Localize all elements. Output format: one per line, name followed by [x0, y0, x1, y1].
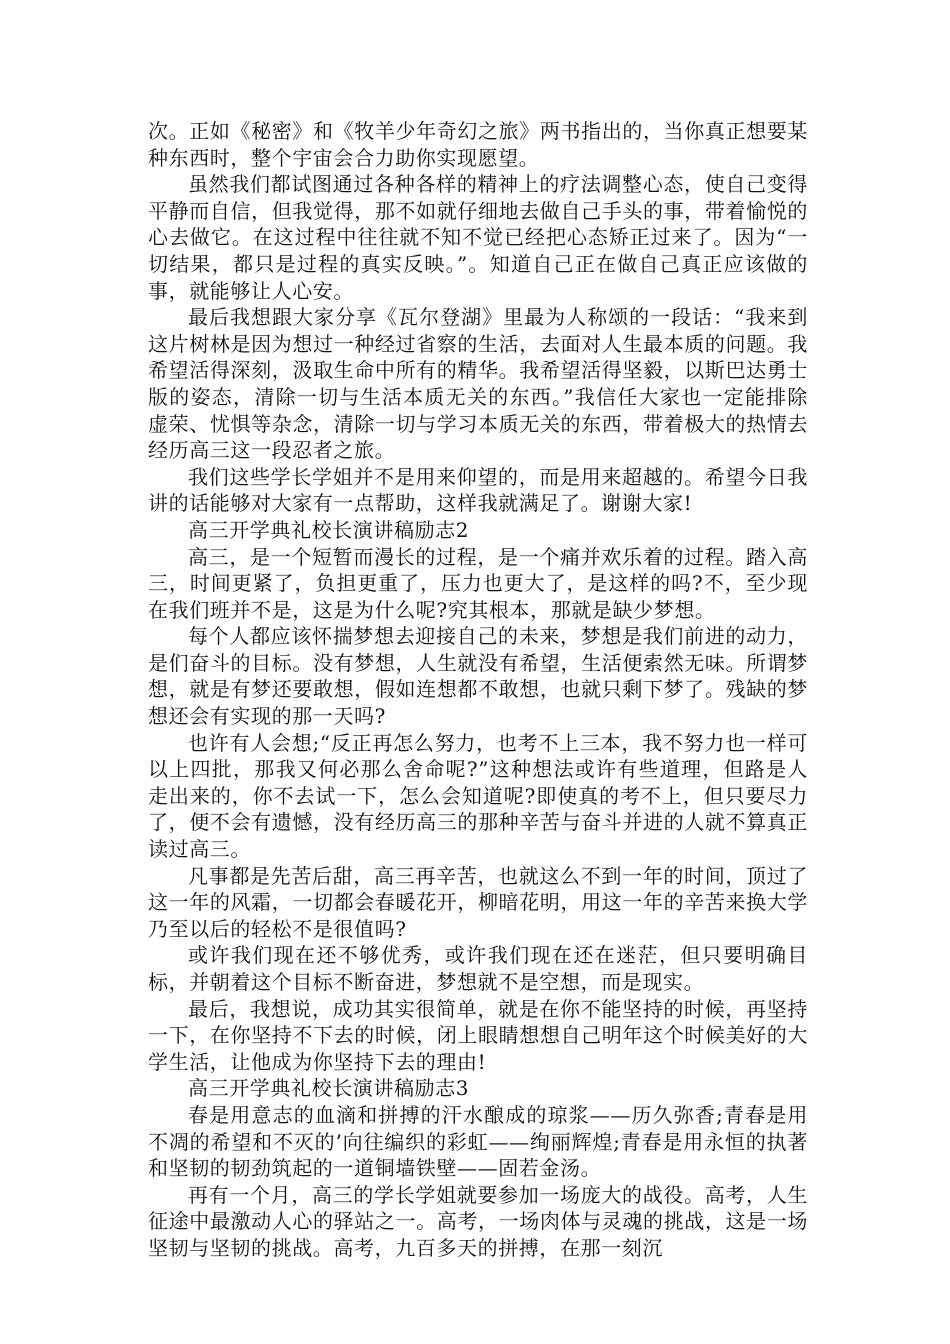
document-body	[148, 118, 808, 1262]
paragraph: 再有一个月，高三的学长学姐就要参加一场庞大的战役。高考，人生征途中最激动人心的驿站之一。高考，一场肉体与灵魂的挑战，这是一场坚韧与坚韧的挑战。高考，九百多天的拼搏，在那一刻沉	[148, 1182, 808, 1260]
paragraph: 最后，我想说，成功其实很简单，就是在你不能坚持的时候，再坚持一下，在你坚持不下去的时候，闭上眼睛想想自己明年这个时候美好的大学生活，让他成为你坚持下去的理由!	[148, 996, 808, 1074]
paragraph: 凡事都是先苦后甜，高三再辛苦，也就这么不到一年的时间，顶过了这一年的风霜，一切都会春暖花开，柳暗花明，用这一年的辛苦来换大学乃至以后的轻松不是很值吗?	[148, 863, 808, 941]
paragraph: 我们这些学长学姐并不是用来仰望的，而是用来超越的。希望今日我讲的话能够对大家有一点帮助，这样我就满足了。谢谢大家!	[148, 464, 808, 516]
paragraph: 虽然我们都试图通过各种各样的精神上的疗法调整心态，使自己变得平静而自信，但我觉得，那不如就仔细地去做自己手头的事，带着愉悦的心去做它。在这过程中往往就不知不觉已经把心态矫正过来了。因为“一切结果，都只是过程的真实反映。”。知道自己正在做自己真正应该做的事，就能够让人心安。	[148, 172, 808, 303]
paragraph: 最后我想跟大家分享《瓦尔登湖》里最为人称颂的一段话：“我来到这片树林是因为想过一种经过省察的生活，去面对人生最本质的问题。我希望活得深刻，汲取生命中所有的精华。我希望活得坚毅，以斯巴达勇士版的姿态，清除一切与生活本质无关的东西。”我信任大家也一定能排除虚荣、忧惧等杂念，清除一切与学习本质无关的东西，带着极大的热情去经历高三这一段忍者之旅。	[148, 305, 808, 463]
paragraph: 春是用意志的血滴和拼搏的汗水酿成的琼浆——历久弥香;青春是用不凋的希望和不灭的’向往编织的彩虹——绚丽辉煌;青春是用永恒的执著和坚韧的韧劲筑起的一道铜墙铁壁——固若金汤。	[148, 1102, 808, 1181]
paragraph: 高三，是一个短暂而漫长的过程，是一个痛并欢乐着的过程。踏入高三，时间更紧了，负担更重了，压力也更大了，是这样的吗?不，至少现在我们班并不是，这是为什么呢?究其根本，那就是缺少梦想。	[148, 544, 808, 622]
paragraph: 或许我们现在还不够优秀，或许我们现在还在迷茫，但只要明确目标，并朝着这个目标不断奋进，梦想就不是空想，而是现实。	[148, 943, 808, 994]
paragraph: 每个人都应该怀揣梦想去迎接自己的未来，梦想是我们前进的动力，是们奋斗的目标。没有梦想，人生就没有希望，生活便索然无味。所谓梦想，就是有梦还要敢想，假如连想都不敢想，也就只剩下梦了。残缺的梦想还会有实现的那一天吗?	[148, 624, 808, 729]
section-heading: 高三开学典礼校长演讲稿励志2	[188, 517, 470, 542]
paragraph: 也许有人会想;“反正再怎么努力，也考不上三本，我不努力也一样可以上四批，那我又何必那么舍命呢?”这种想法或许有些道理，但路是人走出来的，你不去试一下，怎么会知道呢?即使真的考不上，但只要尽力了，便不会有遗憾，没有经历高三的那种辛苦与奋斗并进的人就不算真正读过高三。	[148, 730, 808, 862]
paragraph-continuation: 次。正如《秘密》和《牧羊少年奇幻之旅》两书指出的，当你真正想要某种东西时，整个宇宙会合力助你实现愿望。	[148, 119, 808, 170]
section-heading: 高三开学典礼校长演讲稿励志3	[188, 1076, 470, 1101]
